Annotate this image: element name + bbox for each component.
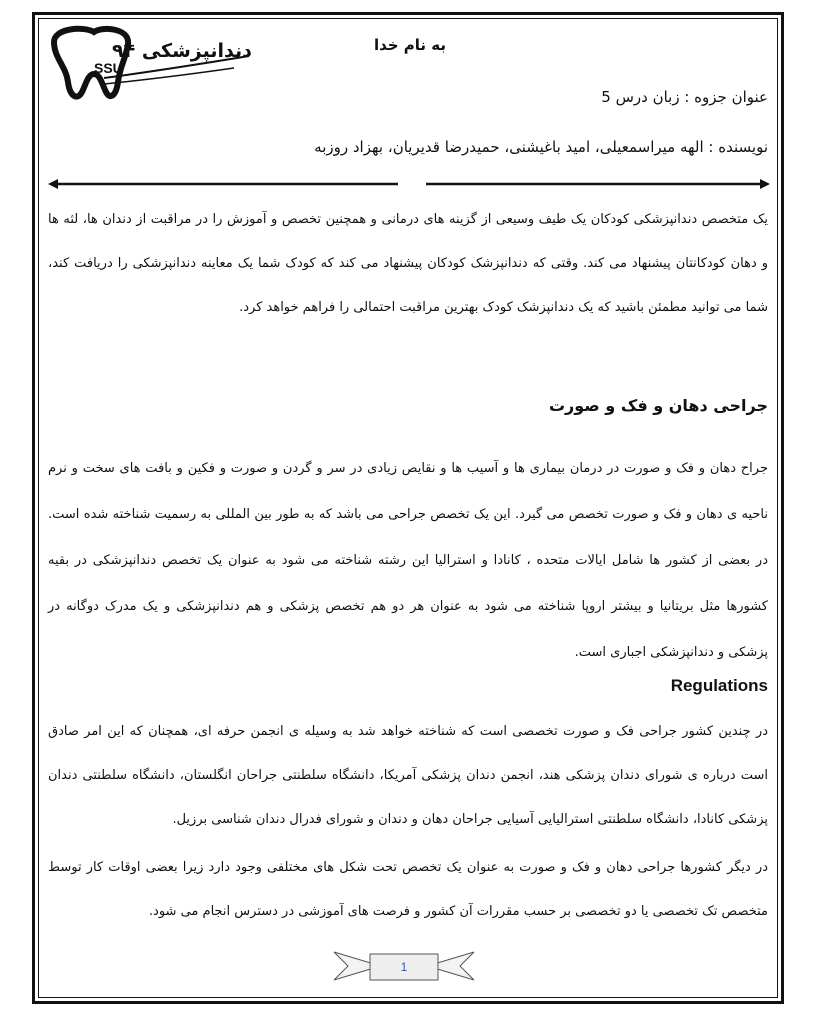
section-heading-regulations: Regulations xyxy=(670,676,768,695)
tooth-logo xyxy=(44,22,258,110)
regulations-paragraph: در چندین کشور جراحی فک و صورت تخصصی است که شناخته خواهد شد به وسیله ی انجمن حرفه ای، همچنان که این امر صادق است درباره ی شورای دندان پزشکی هند، انجمن دندان پزشکی آمریکا، دانشگاه سلطنتی جراحان انگلستان، دانشگاه سلطنتی دندان پزشکی کانادا، دانشگاه سلطنتی استرالیایی آسیایی جراحان دهان و دندان و شورای فدرال دندان شناسی برزیل. xyxy=(48,724,768,827)
page-number: 1 xyxy=(400,960,408,974)
intro-paragraph: یک متخصص دندانپزشکی کودکان یک طیف وسیعی از گزینه های درمانی و همچنین تخصص و آموزش را در مراقبت از دندان ها، لثه ها و دهان کودکانتان پیشنهاد می کند. وقتی که دندانپزشک کودکان پیشنهاد می کند که کودک شما یک معاینه دندانپزشکی را دریافت کند، شما می توانید مطمئن باشید که یک دندانپزشک کودک بهترین مراقبت احتمالی را فراهم خواهد کرد. xyxy=(48,212,768,315)
regulations-paragraph-2: در دیگر کشورها جراحی دهان و فک و صورت به عنوان یک تخصص تحت شکل های مختلفی وجود دارد زیرا بعضی اوقات کار توسط متخصص تک تخصصی یا دو تخصصی بر حسب مقررات آن کشور و فرصت های آموزشی در دسترس انجام می شود. xyxy=(48,860,768,919)
maxillofacial-paragraph: جراح دهان و فک و صورت در درمان بیماری ها و آسیب ها و نقایص زیادی در سر و گردن و صورت و فکین و بافت های سخت و نرم ناحیه ی دهان و فک و صورت تخصص می گیرد. این یک تخصص جراحی می باشد که به طور بین المللی به رسمیت شناخته شده است. در بعضی از کشور ها شامل ایالات متحده ، کانادا و استرالیا این رشته شناخته می شود به عنوان یک تخصص دندانپزشکی در بقیه کشورها مثل بریتانیا و بیشتر اروپا شناخته می شود به عنوان هر دو هم تخصص پزشکی و هم دندانپزشکی و یک مدرک دوگانه در پزشکی و دندانپزشکی اجباری است. xyxy=(48,461,768,660)
divider-arrow-right xyxy=(424,178,770,190)
invocation-heading: به نام خدا xyxy=(373,36,447,54)
document-authors: نویسنده : الهه میراسمعیلی، امید باغیشنی، حمیدرضا قدیریان، بهزاد روزبه xyxy=(314,138,768,156)
divider-arrow-left xyxy=(48,178,400,190)
logo-name-text: دندانپزشکی ۹۴ xyxy=(112,40,252,62)
section-heading-maxillofacial: جراحی دهان و فک و صورت xyxy=(548,396,768,415)
document-title: عنوان جزوه : زبان درس 5 xyxy=(601,88,768,106)
logo-abbrev: SSU xyxy=(94,60,123,76)
